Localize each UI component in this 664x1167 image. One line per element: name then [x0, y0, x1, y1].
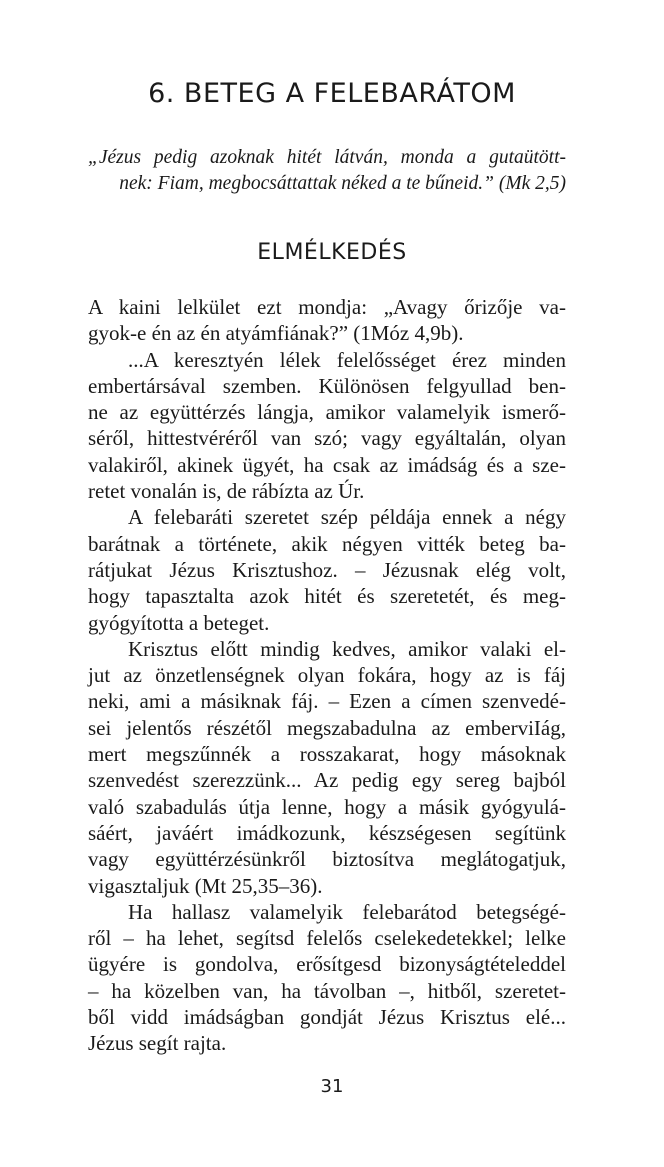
- text-line: vigasztaljuk (Mt 25,35–36).: [88, 873, 323, 898]
- text-line: gyok-e én az én atyámfiának?” (1Móz 4,9b).: [88, 321, 464, 346]
- paragraph: [88, 636, 566, 899]
- text-line: neki, ami a másiknak fáj. – Ezen a címen szenvedé-: [88, 689, 566, 714]
- motto-line: nek: Fiam, megbocsáttattak néked a te bűneid.” (Mk 2,5): [119, 173, 566, 194]
- text-line: sei jelentős részétől megszabadulna az emberviIág,: [88, 715, 566, 740]
- paragraph: [88, 347, 566, 505]
- bible-verse-motto: [88, 145, 566, 197]
- chapter-title: 6. BETEG A FELEBARÁTOM: [148, 78, 516, 109]
- text-line: A felebaráti szeretet szép példája ennek a négy: [128, 505, 566, 530]
- text-line: retet vonalán is, de rábízta az Úr.: [88, 479, 365, 504]
- text-line: szenvedést szerezzünk... Az pedig egy sereg bajból: [88, 768, 566, 793]
- meditation-body: [88, 294, 566, 1057]
- text-line: gyógyította a beteget.: [88, 610, 270, 635]
- text-line: rátjukat Jézus Krisztushoz. – Jézusnak elég volt,: [88, 557, 566, 582]
- paragraph: [88, 294, 566, 347]
- text-line: mert megszűnnék a rosszakarat, hogy másoknak: [88, 742, 566, 767]
- text-line: vagy együttérzésünkről biztosítva meglátogatjuk,: [88, 847, 566, 872]
- text-line: Krisztus előtt mindig kedves, amikor valaki el-: [128, 636, 566, 661]
- text-line: Ha hallasz valamelyik felebarátod betegségé-: [128, 899, 566, 924]
- text-line: jut az önzetlenségnek olyan fokára, hogy az is fáj: [88, 663, 566, 688]
- text-line: embertársával szemben. Különösen felgyullad ben-: [88, 373, 566, 398]
- motto-line: „Jézus pedig azoknak hitét látván, monda a gutaütött-: [88, 147, 566, 168]
- text-line: A kaini lelkület ezt mondja: „Avagy őrizője va-: [88, 295, 566, 319]
- text-line: ne az együttérzés lángja, amikor valamelyik ismerő-: [88, 400, 566, 425]
- text-line: Jézus segít rajta.: [88, 1031, 227, 1056]
- paragraph: [88, 899, 566, 1057]
- text-line: hogy tapasztalta azok hitét és szeretetét, és meg-: [88, 584, 566, 609]
- text-line: való szabadulás útja lenne, hogy a másik gyógyulá-: [88, 794, 566, 819]
- text-line: ről – ha lehet, segítsd felelős cselekedetekkel; lelke: [88, 926, 566, 951]
- text-line: ből vidd imádságban gondját Jézus Krisztus elé...: [88, 1005, 566, 1030]
- section-title: ELMÉLKEDÉS: [257, 240, 407, 265]
- page-number: 31: [320, 1076, 344, 1097]
- paragraph: [88, 504, 566, 635]
- text-line: ügyére is gondolva, erősítgesd bizonyságtételeddel: [88, 952, 566, 977]
- text-line: valakiről, akinek ügyét, ha csak az imádság és a sze-: [88, 452, 566, 477]
- text-line: séről, hittestvéréről van szó; vagy egyáltalán, olyan: [88, 426, 566, 451]
- text-line: barátnak a története, akik négyen vitték beteg ba-: [88, 531, 566, 556]
- text-line: ...A keresztyén lélek felelősséget érez minden: [128, 347, 566, 372]
- text-line: sáért, javáért imádkozunk, készségesen segítünk: [88, 820, 566, 845]
- text-line: – ha közelben van, ha távolban –, hitből, szeretet-: [88, 978, 566, 1003]
